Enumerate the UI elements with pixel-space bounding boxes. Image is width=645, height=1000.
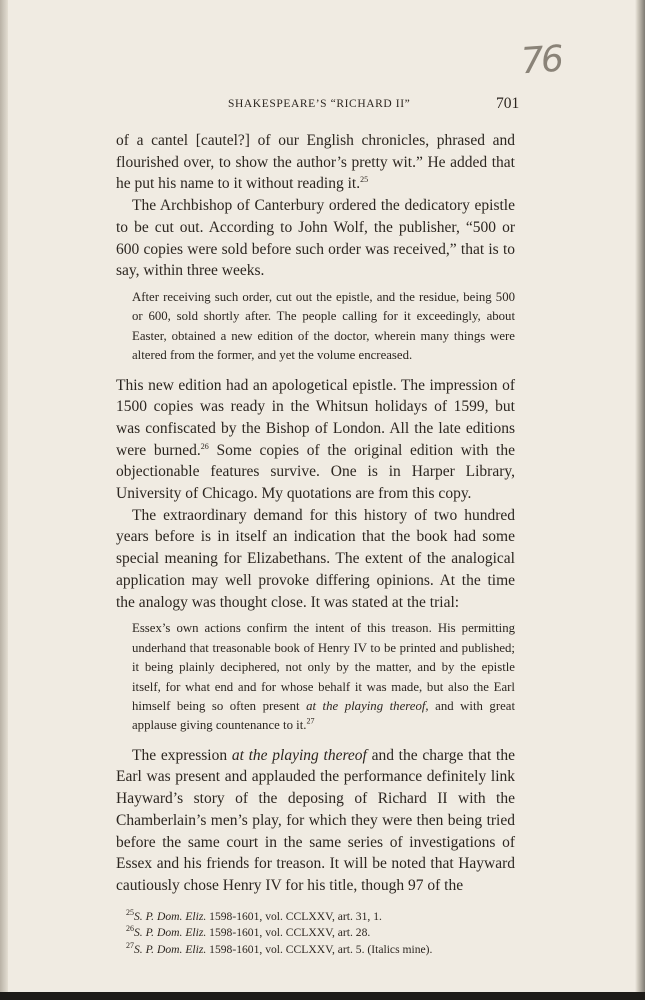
block-quote-1	[116, 288, 515, 366]
page-left-edge	[0, 0, 8, 1000]
footnote-27-cite: S. P. Dom. Eliz.	[134, 942, 207, 956]
footnotes	[116, 909, 515, 959]
paragraph-2: The Archbishop of Canterbury ordered the dedicatory epistle to be cut out. According to John Wolf, the publisher, “500 or 600 copies were sold before such order was received,” that is to say, within three weeks.	[116, 197, 515, 280]
paragraph-5-text-a: The expression	[132, 746, 232, 764]
block-quote-2-text-b: and with great applause giving countenance to it.	[132, 698, 515, 733]
page-number: 701	[496, 95, 520, 112]
paragraph-5	[116, 745, 515, 897]
footnote-27	[116, 942, 515, 959]
block-quote-1-text: After receiving such order, cut out the epistle, and the residue, being 500 or 600, sold shortly after. The people calling for it exceedingly, about Easter, obtained a new edition of the doctor, wherein many things were altered from the former, and yet the volume encreased.	[132, 289, 515, 363]
footnote-ref-26: 26	[200, 441, 209, 451]
footnote-27-text: 1598-1601, vol. CCLXXV, art. 5. (Italics mine).	[206, 942, 433, 956]
block-quote-2-italic: at the playing thereof,	[306, 698, 429, 713]
block-quote-2-text	[132, 619, 515, 735]
footnote-26-text: 1598-1601, vol. CCLXXV, art. 28.	[206, 926, 371, 940]
paragraph-3	[116, 375, 515, 505]
running-head: SHAKESPEARE’S “RICHARD II”	[228, 98, 411, 110]
footnote-26-number: 26	[126, 924, 134, 934]
footnote-27-number: 27	[126, 940, 134, 950]
footnote-25-cite: S. P. Dom. Eliz.	[134, 909, 207, 923]
footnote-25-number: 25	[126, 907, 134, 917]
main-text	[116, 130, 515, 958]
handwritten-folio-number: 76	[519, 38, 563, 83]
paragraph-1-text: of a cantel [cautel?] of our English chronicles, phrased and flourished over, to show the author’s pretty wit.” He added that he put his name to it without reading it.	[116, 132, 515, 193]
footnote-ref-27: 27	[306, 717, 315, 727]
paragraph-5-italic: at the playing thereof	[231, 746, 367, 764]
paragraph-3-text-b: Some copies of the original edition with the objectionable features survive. One is in Harper Library, University of Chicago. My quotations are from this copy.	[116, 441, 515, 503]
paragraph-5-text-b: and the charge that the Earl was present and applauded the performance definitely link Hayward’s story of the deposing of Richard II with the Chamberlain’s men’s play, for which they were then being tried before the same court in the same series of investigations of Essex and his friends for treason. It will be noted that Hayward cautiously chose Henry IV for his title, though 97 of the	[116, 746, 515, 894]
footnote-25	[116, 909, 515, 926]
page-bottom-edge	[0, 992, 645, 1000]
footnote-25-text: 1598-1601, vol. CCLXXV, art. 31, 1.	[206, 909, 382, 923]
page-right-edge	[635, 0, 645, 1000]
block-quote-2	[116, 619, 515, 735]
paragraph-3-text-a: This new edition had an apologetical epistle. The impression of 1500 copies was ready in the Whitsun holidays of 1599, but was confiscated by the Bishop of London. All the late editions were burned.	[116, 376, 515, 459]
footnote-26-cite: S. P. Dom. Eliz.	[134, 926, 207, 940]
footnote-26	[116, 925, 515, 942]
block-quote-2-text-a: Essex’s own actions confirm the intent of this treason. His permitting underhand that treasonable book of Henry IV to be printed and published; it being plainly deciphered, not only by the matter, and by the epistle itself, for what end and for whose behalf it was made, but also the Earl himself being so often present	[132, 621, 515, 713]
paragraph-4: The extraordinary demand for this history of two hundred years before is in itself an indication that the book had some special meaning for Elizabethans. The extent of the analogical application may well provoke differing opinions. At the time the analogy was thought close. It was stated at the trial:	[116, 506, 515, 611]
footnote-ref-25: 25	[360, 175, 369, 185]
paragraph-1	[116, 130, 515, 195]
